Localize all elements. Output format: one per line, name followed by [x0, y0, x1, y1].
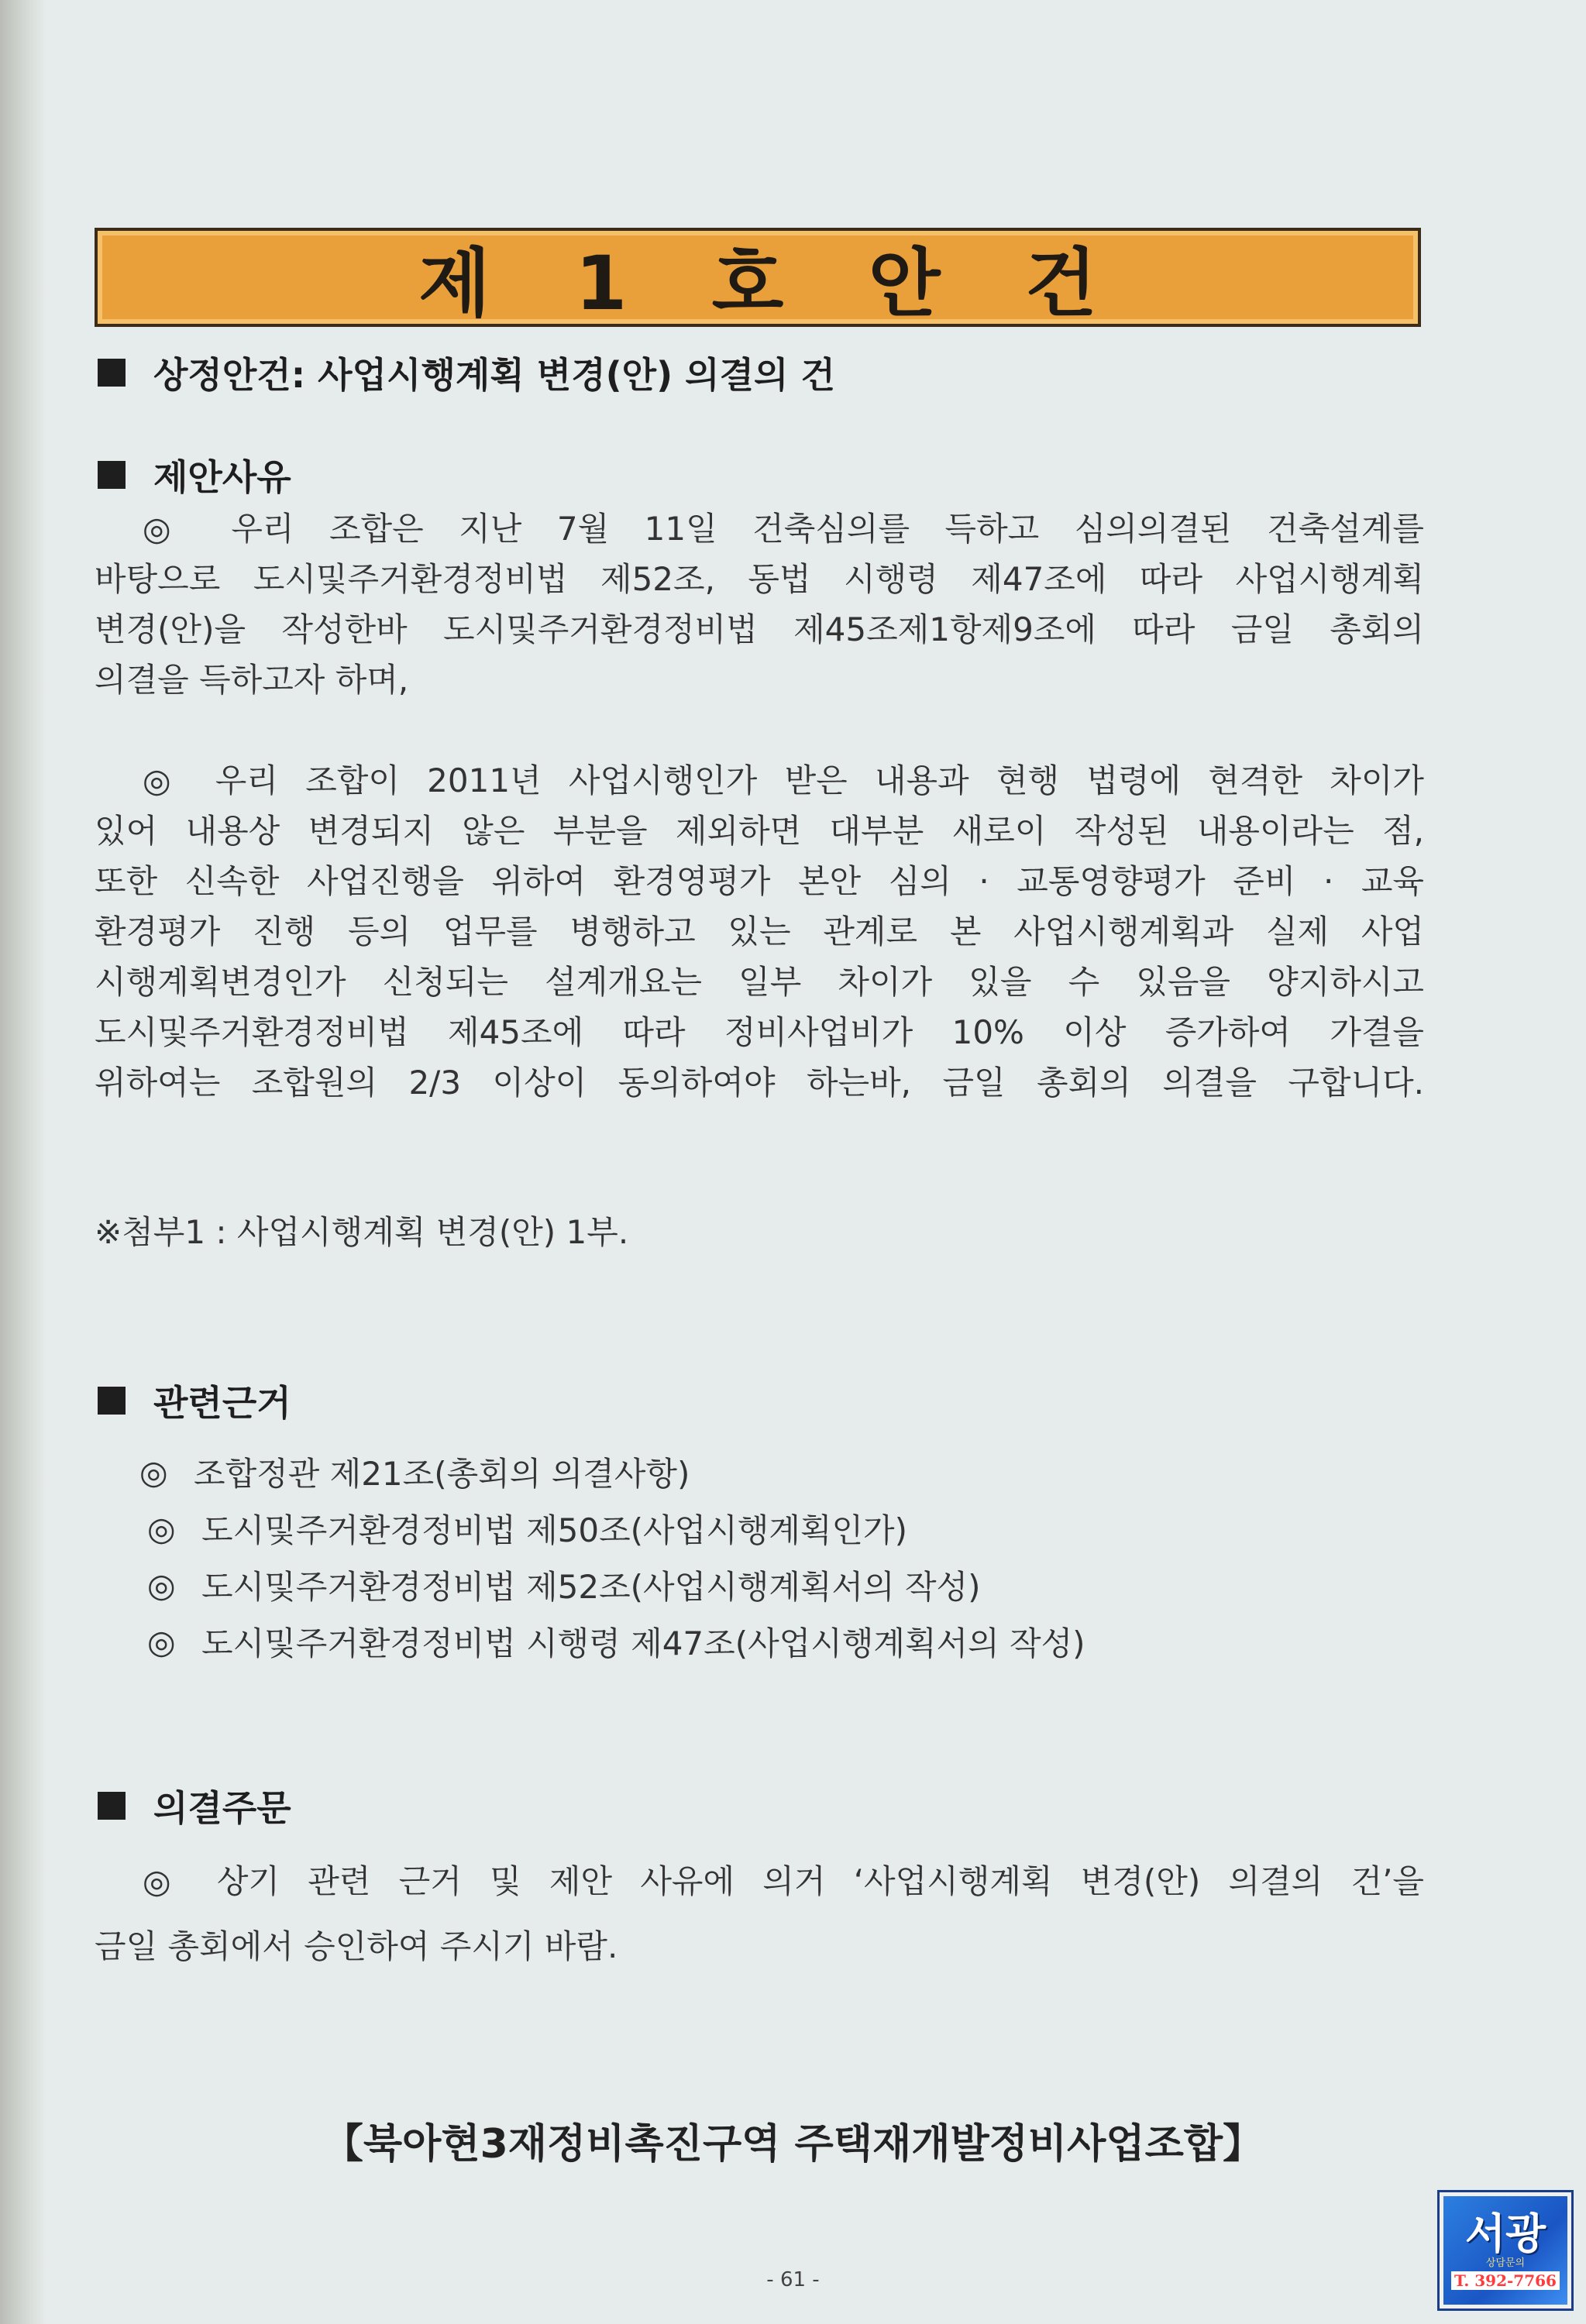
page-number: - 61 - — [766, 2268, 820, 2291]
text-line: ◎ 상기 관련 근거 및 제안 사유에 의거 ‘사업시행계획 변경(안) 의결의 건’을 — [143, 1862, 1424, 1900]
text-line: 도시및주거환경정비법 제45조에 따라 정비사업비가 10% 이상 증가하여 가결을 — [95, 1013, 1424, 1051]
basis-item — [147, 1505, 907, 1552]
text-line: ◎ 우리 조합은 지난 7월 11일 건축심의를 득하고 심의의결된 건축설계를 — [143, 510, 1424, 548]
agenda-subject-text: 상정안건: 사업시행계획 변경(안) 의결의 건 — [153, 354, 835, 396]
basis-item-text: 도시및주거환경정비법 시행령 제47조(사업시행계획서의 작성) — [201, 1624, 1085, 1662]
publisher-logo — [1440, 2192, 1571, 2309]
basis-item-text: 도시및주거환경정비법 제50조(사업시행계획인가) — [201, 1511, 908, 1549]
text-line: 금일 총회에서 승인하여 주시기 바람. — [95, 1927, 618, 1965]
text-line: 바탕으로 도시및주거환경정비법 제52조, 동법 시행령 제47조에 따라 사업시행계획 — [95, 560, 1424, 598]
proposal-heading — [98, 449, 291, 500]
resolution-paragraph — [95, 1849, 1424, 1979]
text-line: ◎ 우리 조합이 2011년 사업시행인가 받은 내용과 현행 법령에 현격한 차이가 — [143, 761, 1424, 799]
text-line: 의결을 득하고자 하며, — [95, 661, 409, 699]
basis-item — [139, 1449, 690, 1495]
proposal-paragraph-1 — [95, 504, 1424, 705]
double-circle-icon: ◎ — [147, 1622, 176, 1661]
resolution-heading-text: 의결주문 — [153, 1787, 291, 1829]
text-line: 있어 내용상 변경되지 않은 부분을 제외하면 대부분 새로이 작성된 내용이라는 점, — [95, 812, 1424, 850]
text-line: 또한 신속한 사업진행을 위하여 환경영평가 본안 심의 · 교통영향평가 준비 · 교육 — [95, 862, 1424, 900]
agenda-title: 제 1 호 안 건 — [418, 239, 1127, 327]
text-line: 위하여는 조합원의 2/3 이상이 동의하여야 하는바, 금일 총회의 의결을 구합니다. — [95, 1064, 1424, 1102]
basis-item — [147, 1618, 1085, 1665]
square-bullet-icon — [98, 359, 126, 387]
agenda-subject — [98, 347, 835, 398]
resolution-heading — [98, 1780, 291, 1831]
proposal-paragraph-2 — [95, 755, 1424, 1108]
text-line: 변경(안)을 작성한바 도시및주거환경정비법 제45조제1항제9조에 따라 금일 총회의 — [95, 610, 1424, 648]
double-circle-icon: ◎ — [147, 1509, 176, 1548]
agenda-title-banner — [95, 228, 1421, 327]
organization-name: 【북아현3재정비촉진구역 주택재개발정비사업조합】 — [322, 2121, 1264, 2168]
basis-item-text: 도시및주거환경정비법 제52조(사업시행계획서의 작성) — [201, 1568, 981, 1606]
double-circle-icon: ◎ — [139, 1452, 168, 1491]
proposal-heading-text: 제안사유 — [153, 456, 291, 498]
square-bullet-icon — [98, 1387, 126, 1415]
double-circle-icon: ◎ — [147, 1566, 176, 1604]
attachment-note: ※첨부1 : 사업시행계획 변경(안) 1부. — [95, 1213, 629, 1251]
text-line: 환경평가 진행 등의 업무를 병행하고 있는 관계로 본 사업시행계획과 실제 사업 — [95, 913, 1424, 951]
publisher-logo-subtitle: 상담문의 — [1485, 2257, 1526, 2269]
publisher-logo-name: 서광 — [1464, 2209, 1546, 2258]
basis-item-text: 조합정관 제21조(총회의 의결사항) — [194, 1455, 690, 1493]
basis-heading — [98, 1375, 291, 1426]
basis-heading-text: 관련근거 — [153, 1382, 291, 1424]
square-bullet-icon — [98, 1792, 126, 1820]
publisher-logo-phone: T. 392-7766 — [1451, 2271, 1560, 2290]
text-line: 시행계획변경인가 신청되는 설계개요는 일부 차이가 있을 수 있음을 양지하시고 — [95, 963, 1424, 1001]
basis-item — [147, 1562, 981, 1608]
square-bullet-icon — [98, 461, 126, 489]
